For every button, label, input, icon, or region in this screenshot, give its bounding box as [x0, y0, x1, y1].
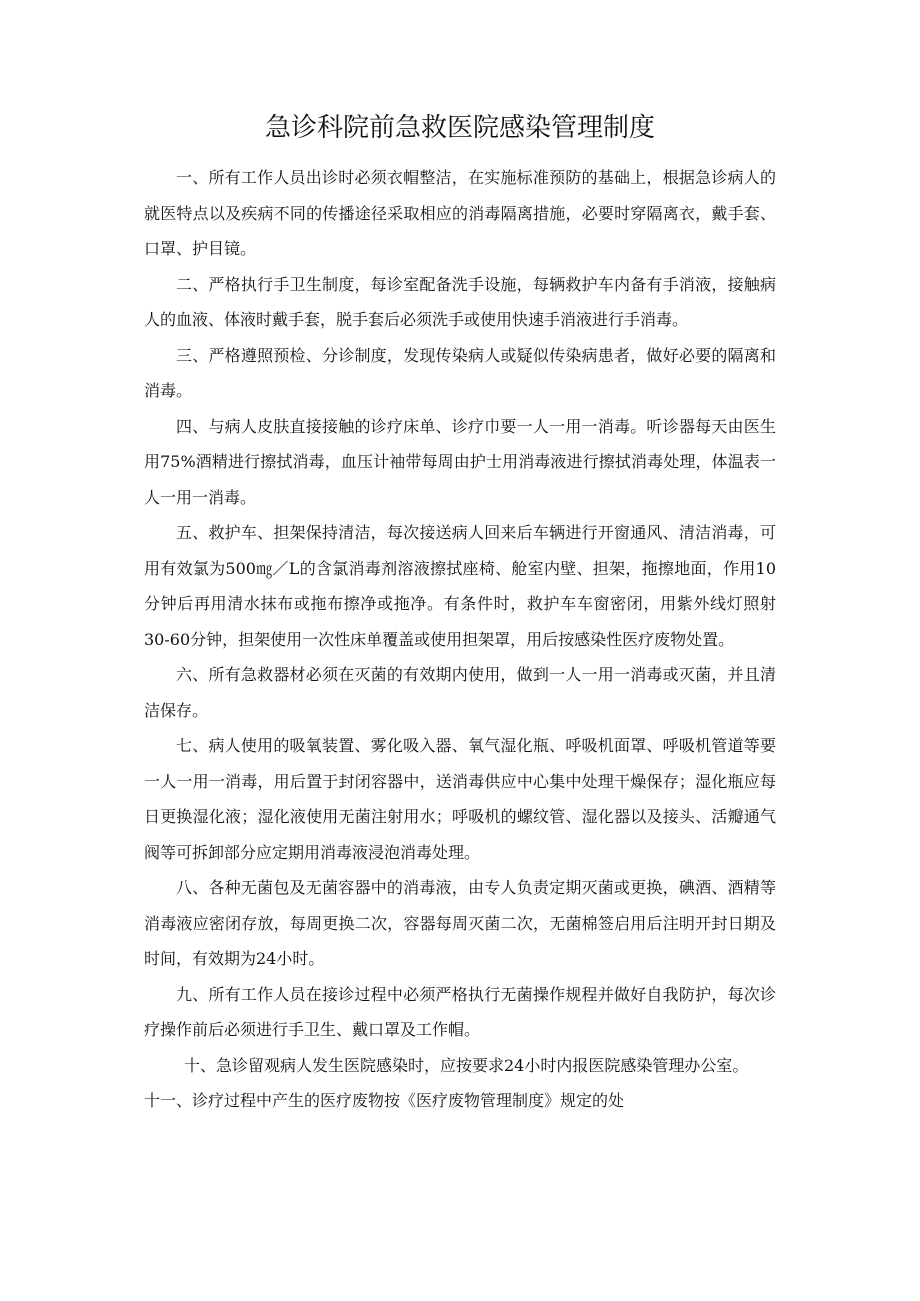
paragraph-7: 七、病人使用的吸氧装置、雾化吸入器、氧气湿化瓶、呼吸机面罩、呼吸机管道等要一人一用一消毒，用后置于封闭容器中，送消毒供应中心集中处理干燥保存；湿化瓶应每日更换湿化液；湿化液使用无菌注射用水；呼吸机的螺纹管、湿化器以及接头、活瓣通气阀等可拆卸部分应定期用消毒液浸泡消毒处理。: [144, 736, 776, 862]
paragraph-5: 五、救护车、担架保持清洁，每次接送病人回来后车辆进行开窗通风、清洁消毒，可用有效氯为500㎎／L的含氯消毒剂溶液擦拭座椅、舱室内壁、担架，拖擦地面，作用10分钟后再用清水抹布或拖布擦净或拖净。有条件时，救护车车窗密闭，用紫外线灯照射30-60分钟，担架使用一次性床单覆盖或使用担架罩，用后按感染性医疗废物处置。: [144, 523, 776, 649]
paragraph-6: 六、所有急救器材必须在灭菌的有效期内使用，做到一人一用一消毒或灭菌，并且清洁保存。: [144, 665, 776, 720]
paragraph-11: 十一、诊疗过程中产生的医疗废物按《医疗废物管理制度》规定的处: [144, 1091, 625, 1110]
paragraph-8: 八、各种无菌包及无菌容器中的消毒液，由专人负责定期灭菌或更换，碘酒、酒精等消毒液应密闭存放，每周更换二次，容器每周灭菌二次，无菌棉签启用后注明开封日期及时间，有效期为24小时。: [144, 878, 776, 968]
paragraph-9: 九、所有工作人员在接诊过程中必须严格执行无菌操作规程并做好自我防护，每次诊疗操作前后必须进行手卫生、戴口罩及工作帽。: [144, 984, 776, 1039]
paragraph-2: 二、严格执行手卫生制度，每诊室配备洗手设施，每辆救护车内备有手消液，接触病人的血液、体液时戴手套，脱手套后必须洗手或使用快速手消液进行手消毒。: [144, 274, 776, 329]
paragraph-4: 四、与病人皮肤直接接触的诊疗床单、诊疗巾要一人一用一消毒。听诊器每天由医生用75%酒精进行擦拭消毒，血压计袖带每周由护士用消毒液进行擦拭消毒处理，体温表一人一用一消毒。: [144, 416, 776, 507]
paragraph-3: 三、严格遵照预检、分诊制度，发现传染病人或疑似传染病患者，做好必要的隔离和消毒。: [144, 345, 776, 400]
paragraph-1: 一、所有工作人员出诊时必须衣帽整洁，在实施标准预防的基础上，根据急诊病人的就医特点以及疾病不同的传播途径采取相应的消毒隔离措施，必要时穿隔离衣，戴手套、口罩、护目镜。: [144, 168, 776, 258]
paragraph-10: 十、急诊留观病人发生医院感染时，应按要求24小时内报医院感染管理办公室。: [184, 1055, 749, 1075]
document-title: 急诊科院前急救医院感染管理制度: [264, 113, 655, 143]
document-body: [144, 160, 776, 1119]
